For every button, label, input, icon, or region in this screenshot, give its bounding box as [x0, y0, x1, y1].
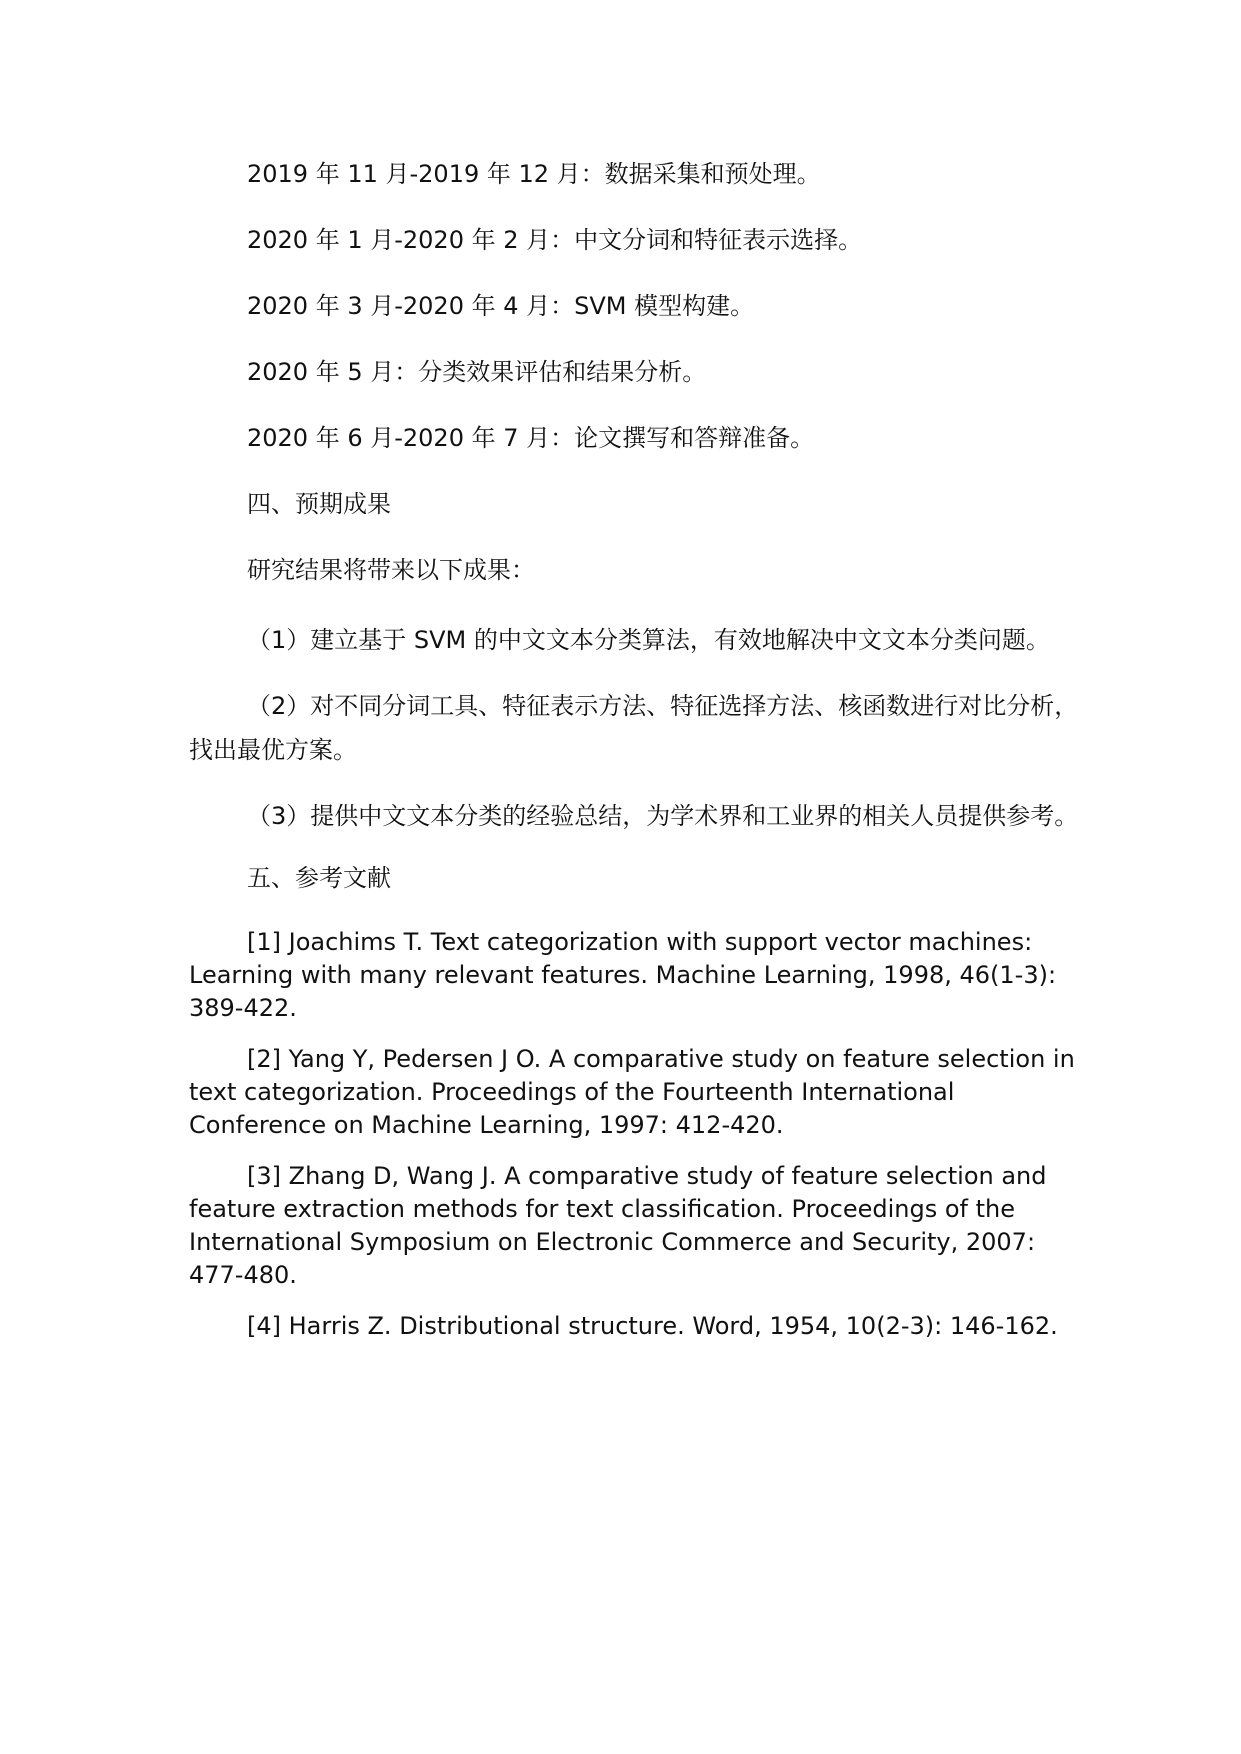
- result-item: （2）对不同分词工具、特征表示方法、特征选择方法、核函数进行对比分析，找出最优方案。: [189, 692, 1079, 764]
- result-item: （3）提供中文文本分类的经验总结，为学术界和工业界的相关人员提供参考。: [247, 802, 1079, 830]
- schedule-item: 2019 年 11 月-2019 年 12 月：数据采集和预处理。: [247, 160, 821, 188]
- schedule-item: 2020 年 1 月-2020 年 2 月：中文分词和特征表示选择。: [247, 226, 863, 254]
- page-content: [189, 156, 1079, 1361]
- result-item: （1）建立基于 SVM 的中文文本分类算法，有效地解决中文文本分类问题。: [247, 626, 1050, 654]
- reference-item: [4] Harris Z. Distributional structure. Word, 1954, 10(2-3): 146-162.: [247, 1312, 1058, 1340]
- section-heading-expected-results: 四、预期成果: [247, 490, 391, 518]
- reference-item: [1] Joachims T. Text categorization with support vector machines: Learning with many relevant features. Machine Learning, 1998, 46(1-3): 389-422.: [189, 928, 1057, 1022]
- schedule-item: 2020 年 5 月：分类效果评估和结果分析。: [247, 358, 707, 386]
- schedule-item: 2020 年 6 月-2020 年 7 月：论文撰写和答辩准备。: [247, 424, 815, 452]
- reference-item: [2] Yang Y, Pedersen J O. A comparative study on feature selection in text categorization. Proceedings of the Fourteenth International Conference on Machine Learning, 1997: 412-420.: [189, 1045, 1075, 1139]
- section-heading-references: 五、参考文献: [247, 864, 391, 892]
- schedule-item: 2020 年 3 月-2020 年 4 月：SVM 模型构建。: [247, 292, 755, 320]
- reference-item: [3] Zhang D, Wang J. A comparative study of feature selection and feature extraction methods for text classification. Proceedings of the International Symposium on Electronic Commerce and Security, 2007: 477-480.: [189, 1162, 1047, 1289]
- results-intro: 研究结果将带来以下成果：: [247, 556, 535, 584]
- schedule-list: [189, 156, 1079, 456]
